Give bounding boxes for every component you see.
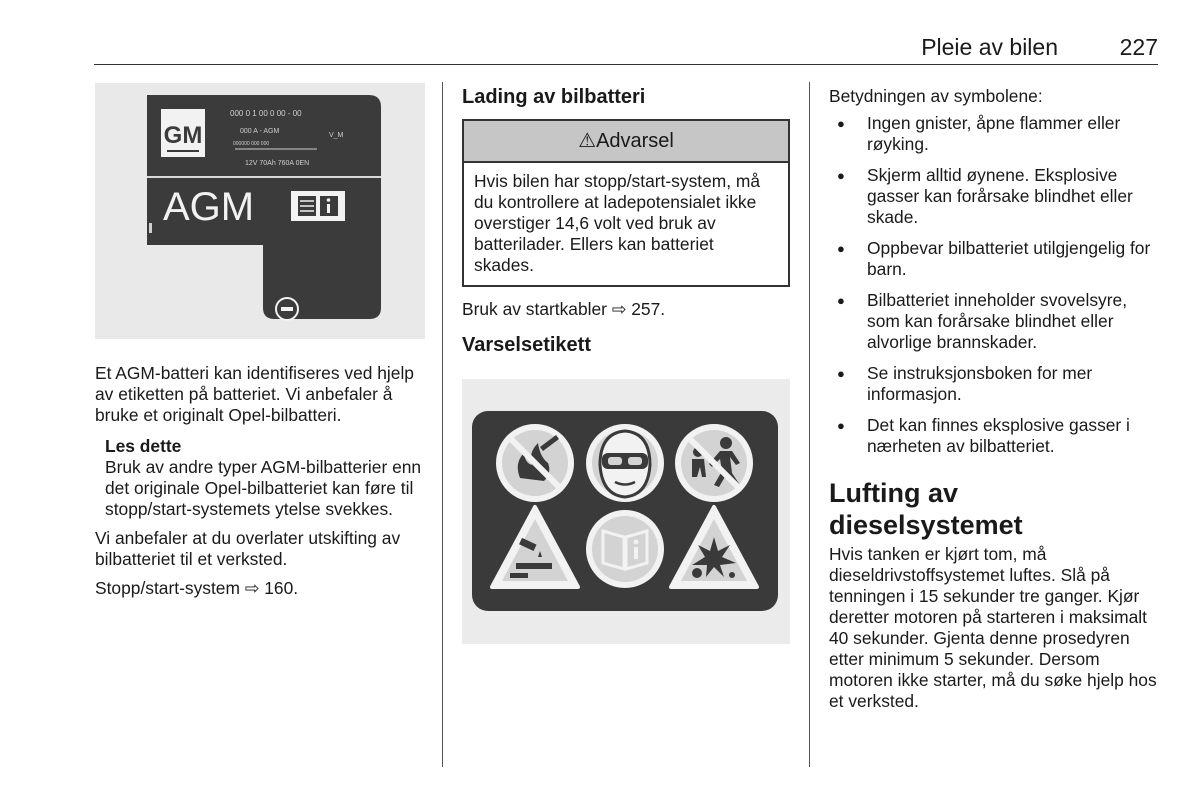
label-line: 12V 70Ah 760A 0EN (245, 160, 310, 167)
label-line: 000000 000 000 (233, 141, 270, 147)
reference-arrow-icon: ⇨ (244, 578, 260, 598)
cross-reference: Bruk av startkabler ⇨ 257. (462, 299, 666, 319)
middle-column (462, 84, 790, 644)
eye-protection-icon (586, 424, 664, 502)
note-title: Les dette (105, 436, 182, 456)
warning-title: Advarsel (596, 130, 674, 152)
list-item: ● Ingen gnister, åpne flammer eller røyking. (829, 113, 1159, 155)
label-line: 000 A - AGM (240, 128, 280, 135)
left-column (95, 83, 425, 599)
list-item: ● Oppbevar bilbatteriet utilgjengelig for barn. (829, 238, 1159, 280)
warning-header (464, 121, 788, 163)
note-body: Bruk av andre typer AGM-bilbatterier enn det originale Opel-bilbatteriet kan føre til stopp/start-systemets ytelse svekkes. (105, 457, 422, 519)
list-item: ● Se instruksjonsboken for mer informasjon. (829, 363, 1159, 405)
warning-triangle-icon: ⚠ (578, 130, 597, 152)
keep-children-away-icon (675, 424, 753, 502)
agm-type-text: AGM (163, 185, 255, 229)
diesel-venting-text: Hvis tanken er kjørt tom, må dieseldrivstoffsystemet luftes. Slå på tenningen i 15 sekunder tre ganger. Kjør deretter motoren på starteren i maksimalt 40 sekunder. Gjenta denne prosedyren etter minimum 5 sekunder. Dersom motoren ikke starter, må du søke hjelp hos et verksted. (829, 544, 1157, 711)
warning-box (462, 119, 790, 287)
charging-heading: Lading av bilbatteri (462, 86, 646, 108)
section-title: Pleie av bilen (921, 34, 1058, 60)
book-icon (291, 191, 345, 221)
right-column (829, 86, 1159, 712)
label-mark: V_M (329, 132, 344, 139)
no-fire-icon (496, 424, 574, 502)
diesel-venting-heading: Lufting av dieselsystemet (829, 478, 1023, 540)
recommend-text: Vi anbefaler at du overlater utskifting av bilbatteriet til et verksted. (95, 528, 401, 569)
note-box (95, 436, 425, 520)
page-link[interactable]: 257. (631, 299, 666, 319)
label-line: 000 0 1 00 0 00 - 00 (230, 109, 302, 118)
reference-arrow-icon: ⇨ (611, 299, 627, 319)
list-item: ● Det kan finnes eksplosive gasser i nærheten av bilbatteriet. (829, 415, 1159, 457)
agm-label-illustration (95, 83, 425, 339)
symbols-intro: Betydningen av symbolene: (829, 86, 1043, 106)
cross-reference: Stopp/start-system ⇨ 160. (95, 578, 299, 598)
warning-label-illustration (462, 379, 790, 644)
column-divider (809, 82, 810, 767)
page-number: 227 (1119, 34, 1158, 60)
list-item: ● Skjerm alltid øynene. Eksplosive gasser kan forårsake blindhet eller skade. (829, 165, 1159, 228)
symbol-meaning-list (829, 113, 1159, 457)
list-item: ● Bilbatteriet inneholder svovelsyre, som kan forårsake blindhet eller alvorlige brannskader. (829, 290, 1159, 353)
read-manual-icon (586, 510, 664, 588)
agm-intro-text: Et AGM-batteri kan identifiseres ved hjelp av etiketten på batteriet. Vi anbefaler å bruke et originalt Opel-bilbatteri. (95, 363, 414, 425)
warning-label-heading: Varselsetikett (462, 334, 591, 356)
gm-logo: GM (163, 122, 203, 149)
column-divider (442, 82, 443, 767)
header-divider (94, 64, 1158, 65)
page-link[interactable]: 160. (264, 578, 299, 598)
warning-body: Hvis bilen har stopp/start-system, må du kontrollere at ladepotensialet ikke overstiger 14,6 volt ved bruk av batterilader. Ellers kan batteriet skades. (474, 171, 761, 275)
